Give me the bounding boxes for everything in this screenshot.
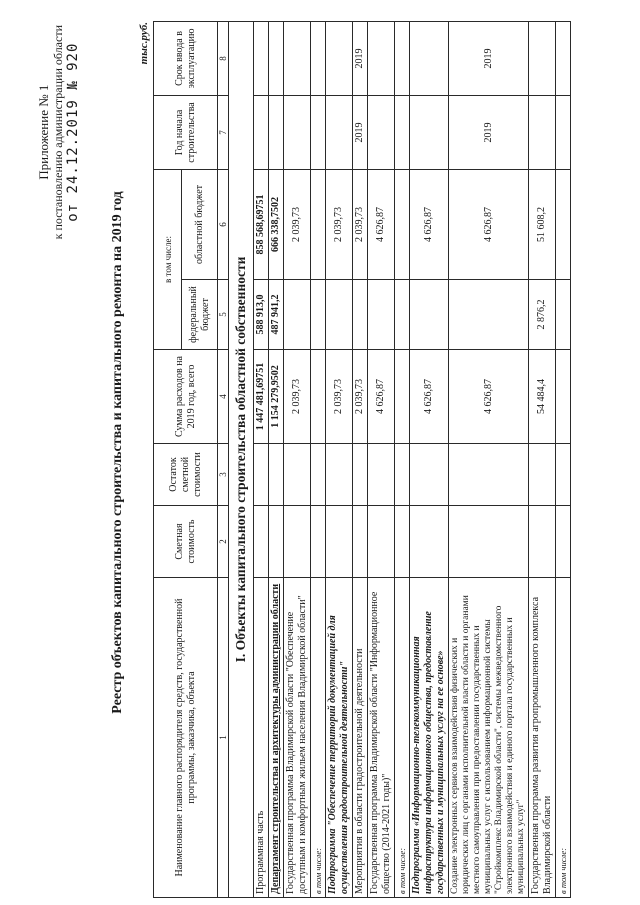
row-regional: 666 338,7502 — [269, 169, 284, 279]
row-start-year — [368, 95, 395, 169]
table-row — [529, 21, 556, 897]
column-number: 7 — [218, 95, 229, 169]
appendix-resolution-text: к постановлению администрации области — [51, 25, 65, 240]
header-federal: федеральный бюджет — [182, 280, 218, 350]
row-regional: 2 039,73 — [353, 169, 368, 279]
row-federal: 2 876,2 — [529, 280, 556, 350]
header-row-1 — [154, 21, 182, 897]
row-federal — [326, 280, 353, 350]
table-row — [326, 21, 353, 897]
header-commission-year: Срок ввода в эксплуатацию — [154, 21, 218, 95]
appendix-date-number: от 24.12.2019 № 920 — [65, 42, 81, 222]
row-regional: 2 039,73 — [284, 169, 311, 279]
row-start-year — [254, 95, 269, 169]
row-start-year — [529, 95, 556, 169]
registry-table — [153, 21, 571, 898]
row-end-year — [254, 21, 269, 95]
header-name: Наименование главного распорядителя средств, государственной программы, заказчика, объекта — [154, 578, 218, 898]
row-end-year — [284, 21, 311, 95]
header-including: в том числе: — [154, 169, 182, 349]
table-row — [311, 21, 326, 897]
row-total: 4 626,87 — [449, 350, 529, 444]
row-regional: 4 626,87 — [368, 169, 395, 279]
row-name: Департамент строительства и архитектуры администрации области — [269, 578, 284, 898]
column-number: 6 — [218, 169, 229, 279]
column-number: 3 — [218, 444, 229, 506]
header-start-year: Год начала строительства — [154, 95, 218, 169]
row-name: Государственная программа Владимирской области "Информационное общество (2014-2021 годы)" — [368, 578, 395, 898]
row-federal — [368, 280, 395, 350]
row-federal: 487 941,2 — [269, 280, 284, 350]
table-row — [368, 21, 395, 897]
appendix-number: Приложение № 1 — [36, 84, 51, 180]
row-total: 2 039,73 — [353, 350, 368, 444]
row-regional: 4 626,87 — [449, 169, 529, 279]
row-total: 4 626,87 — [368, 350, 395, 444]
row-name: в том числе: — [556, 578, 571, 898]
row-end-year — [410, 21, 449, 95]
row-regional: 51 608,2 — [529, 169, 556, 279]
row-end-year — [326, 21, 353, 95]
header-regional: областной бюджет — [182, 169, 218, 279]
header-remaining: Остаток сметной стоимости — [154, 444, 218, 506]
units-label: тыс.руб. — [138, 22, 150, 65]
column-number: 4 — [218, 350, 229, 444]
row-name: в том числе: — [395, 578, 410, 898]
document-title: Реестр объектов капитального строительства и капитального ремонта на 2019 год — [110, 191, 125, 714]
table-row — [353, 21, 368, 897]
row-federal — [353, 280, 368, 350]
column-number: 2 — [218, 506, 229, 578]
row-name: Мероприятия в области градостроительной деятельности — [353, 578, 368, 898]
appendix-header — [36, 25, 81, 239]
row-start-year — [284, 95, 311, 169]
row-federal — [284, 280, 311, 350]
column-number: 5 — [218, 280, 229, 350]
table-row — [410, 21, 449, 897]
row-total: 1 154 279,9502 — [269, 350, 284, 444]
row-name: Государственная программа развития агропромышленного комплекса Владимирской области — [529, 578, 556, 898]
row-end-year — [529, 21, 556, 95]
row-end-year: 2019 — [353, 21, 368, 95]
header-estimate: Сметная стоимость — [154, 506, 218, 578]
row-name: Подпрограмма "Обеспечение территорий документацией для осуществления градостроительной деятельности" — [326, 578, 353, 898]
row-end-year — [269, 21, 284, 95]
row-total: 2 039,73 — [284, 350, 311, 444]
row-start-year: 2019 — [449, 95, 529, 169]
row-start-year — [326, 95, 353, 169]
row-name: Подпрограмма «Информационно-телекоммуникационная инфраструктура информационного общества, предоставление государственных и муниципальных услуг на ее основе» — [410, 578, 449, 898]
column-number: 1 — [218, 578, 229, 898]
row-total: 4 626,87 — [410, 350, 449, 444]
row-regional: 858 568,69751 — [254, 169, 269, 279]
header-total-2019: Сумма расходов на 2019 год, всего — [154, 350, 218, 444]
row-start-year — [410, 95, 449, 169]
row-total: 54 484,4 — [529, 350, 556, 444]
column-number: 8 — [218, 21, 229, 95]
row-name: Программная часть — [254, 578, 269, 898]
row-federal — [410, 280, 449, 350]
column-numbers-row — [218, 21, 229, 897]
section-row — [229, 21, 254, 897]
table-row — [449, 21, 529, 897]
row-regional: 2 039,73 — [326, 169, 353, 279]
row-end-year: 2019 — [449, 21, 529, 95]
row-end-year — [368, 21, 395, 95]
table-row — [395, 21, 410, 897]
row-total: 1 447 481,69751 — [254, 350, 269, 444]
section-title: I. Объекты капитального строительства областной собственности — [229, 21, 254, 897]
row-name: Создание электронных сервисов взаимодействия физических и юридических лиц с органами исполнительной власти области и органами местного самоуправления при предоставлении государственных и муниципальных услуг с использованием информационной системы "Стройкомплекс Владимирской области", системы межведомственного электронного взаимодействия и единого портала государственных и муниципальных услуг" — [449, 578, 529, 898]
row-name: Государственная программа Владимирской области "Обеспечение доступным и комфортным жильем населения Владимирской области" — [284, 578, 311, 898]
table-row — [269, 21, 284, 897]
table-row — [284, 21, 311, 897]
row-start-year: 2019 — [353, 95, 368, 169]
row-total: 2 039,73 — [326, 350, 353, 444]
table-row — [556, 21, 571, 897]
row-federal — [449, 280, 529, 350]
row-federal: 588 913,0 — [254, 280, 269, 350]
row-name: в том числе: — [311, 578, 326, 898]
row-start-year — [269, 95, 284, 169]
table-row — [254, 21, 269, 897]
row-regional: 4 626,87 — [410, 169, 449, 279]
